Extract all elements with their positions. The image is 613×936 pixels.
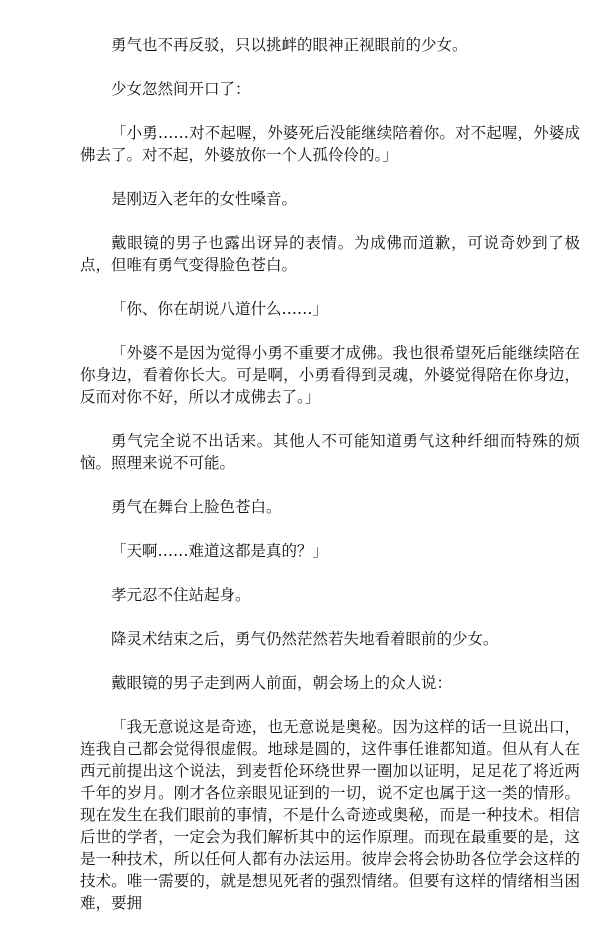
paragraph: 「外婆不是因为觉得小勇不重要才成佛。我也很希望死后能继续陪在你身边，看着你长大。可是啊，小勇看得到灵魂，外婆觉得陪在你身边，反而对你不好，所以才成佛去了。」 xyxy=(80,344,580,406)
paragraph: 「我无意说这是奇迹，也无意说是奥秘。因为这样的话一旦说出口，连我自己都会觉得很虚假。地球是圆的，这件事任谁都知道。但从有人在西元前提出这个说法，到麦哲伦环绕世界一圈加以证明，足足花了将近两千年的岁月。刚才各位亲眼见证到的一切，说不定也属于这一类的情形。现在发生在我们眼前的事情，不是什么奇迹或奥秘，而是一种技术。相信后世的学者，一定会为我们解析其中的运作原理。而现在最重要的是，这是一种技术，所以任何人都有办法运用。彼岸会将会协助各位学会这样的技术。唯一需要的，就是想见死者的强烈情绪。但要有这样的情绪相当困难，要拥 xyxy=(80,718,580,912)
paragraph: 「天啊……难道这都是真的？」 xyxy=(111,542,329,560)
paragraph: 孝元忍不住站起身。 xyxy=(111,586,251,604)
paragraph: 「你、你在胡说八道什么……」 xyxy=(111,300,329,318)
paragraph: 戴眼镜的男子走到两人前面，朝会场上的众人说： xyxy=(111,674,453,692)
paragraph: 勇气完全说不出话来。其他人不可能知道勇气这种纤细而特殊的烦恼。照理来说不可能。 xyxy=(80,432,580,472)
paragraph: 少女忽然间开口了： xyxy=(111,80,251,98)
text-body xyxy=(80,34,580,936)
paragraph: 勇气在舞台上脸色苍白。 xyxy=(111,498,282,516)
paragraph: 是刚迈入老年的女性嗓音。 xyxy=(111,190,298,208)
paragraph: 降灵术结束之后，勇气仍然茫然若失地看着眼前的少女。 xyxy=(111,630,499,648)
paragraph: 「小勇……对不起喔，外婆死后没能继续陪着你。对不起喔，外婆成佛去了。对不起，外婆放你一个人孤伶伶的。」 xyxy=(80,124,580,164)
paragraph: 勇气也不再反驳，只以挑衅的眼神正视眼前的少女。 xyxy=(111,36,468,54)
paragraph: 戴眼镜的男子也露出讶异的表情。为成佛而道歉，可说奇妙到了极点，但唯有勇气变得脸色苍白。 xyxy=(80,234,580,274)
